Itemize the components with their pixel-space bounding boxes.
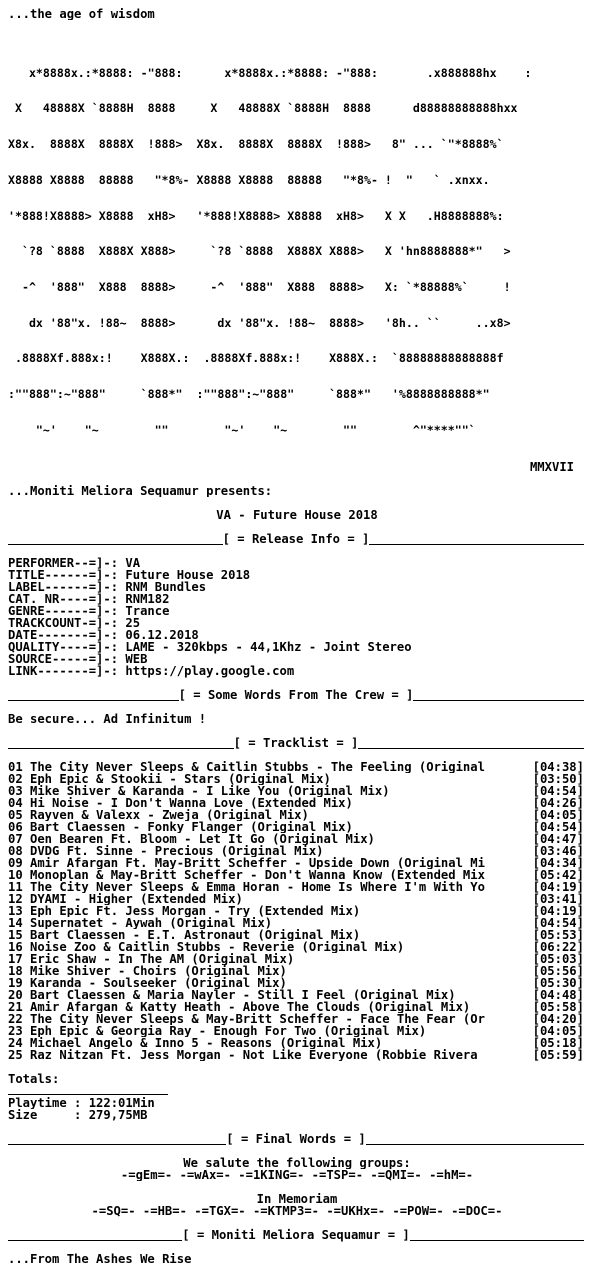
track-title: 12 DYAMI - Higher (Extended Mix) (8, 892, 243, 905)
track-title: 22 The City Never Sleeps & May-Britt Scheffer - Face The Fear (Or (8, 1012, 485, 1025)
totals-heading: Totals: (8, 1072, 60, 1085)
track-row (8, 965, 584, 977)
track-time: [05:53] (532, 927, 584, 942)
logo-line: -^ '888" X888 8888> -^ '888" X888 8888> X: `*88888%` ! (8, 279, 511, 294)
divider (8, 1090, 168, 1095)
info-field: TITLE------=]-: Future House 2018 (8, 567, 251, 582)
track-row (8, 833, 584, 845)
track-time: [04:54] (532, 915, 584, 930)
info-field: CAT. NR----=]-: RNM182 (8, 591, 170, 606)
track-row (8, 1049, 584, 1061)
track-title: 07 Oen Bearen Ft. Bloom - Let It Go (Original Mix) (8, 832, 375, 845)
track-row (8, 797, 584, 809)
track-row (8, 881, 584, 893)
track-title: 06 Bart Claessen - Fonky Flanger (Original Mix) (8, 820, 353, 833)
track-time: [04:48] (532, 987, 584, 1002)
track-row (8, 905, 584, 917)
final-words-heading: [ = Final Words = ] (8, 1133, 584, 1145)
memoriam-title: In Memoriam (256, 1192, 338, 1205)
track-row (8, 1037, 584, 1049)
tracklist-heading: [ = Tracklist = ] (8, 737, 584, 749)
track-time: [04:54] (532, 819, 584, 834)
track-row (8, 893, 584, 905)
divider (366, 1134, 584, 1145)
track-row (8, 1025, 584, 1037)
divider (8, 1134, 226, 1145)
crew-text: Be secure... Ad Infinitum ! (8, 712, 207, 725)
track-title: 18 Mike Shiver - Choirs (Original Mix) (8, 964, 287, 977)
divider (369, 534, 584, 545)
track-time: [05:59] (532, 1047, 584, 1062)
track-time: [04:47] (532, 831, 584, 846)
track-time: [04:34] (532, 855, 584, 870)
track-row (8, 917, 584, 929)
info-field: TRACKCOUNT-=]-: 25 (8, 615, 141, 630)
track-row (8, 821, 584, 833)
divider (8, 738, 234, 749)
track-row (8, 785, 584, 797)
track-title: 03 Mike Shiver & Karanda - I Like You (Original Mix) (8, 784, 390, 797)
track-title: 25 Raz Nitzan Ft. Jess Morgan - Not Like Everyone (Robbie Rivera (8, 1048, 478, 1061)
track-title: 02 Eph Epic & Stookii - Stars (Original Mix) (8, 772, 331, 785)
tagline: ...the age of wisdom (8, 8, 155, 20)
info-field: LINK-------=]-: https://play.google.com (8, 663, 295, 678)
ascii-logo (8, 20, 592, 461)
logo-line: `?8 `8888 X888X X888> `?8 `8888 X888X X888> X 'hn8888888*" > (8, 244, 511, 259)
crew-heading: [ = Some Words From The Crew = ] (8, 689, 584, 701)
track-title: 20 Bart Claessen & Maria Nayler - Still I Feel (Original Mix) (8, 988, 456, 1001)
info-field: QUALITY----=]-: LAME - 320kbps - 44,1Khz - Joint Stereo (8, 639, 412, 654)
release-info-heading: [ = Release Info = ] (8, 533, 584, 545)
closing-line: ...From The Ashes We Rise (8, 1252, 192, 1265)
release-title: VA - Future House 2018 (216, 508, 378, 521)
track-time: [05:58] (532, 999, 584, 1014)
track-row (8, 761, 584, 773)
track-title: 09 Amir Afargan Ft. May-Britt Scheffer - Upside Down (Original Mi (8, 856, 485, 869)
track-row (8, 857, 584, 869)
totals-playtime: Playtime : 122:01Min (8, 1096, 155, 1109)
info-field: SOURCE-----=]-: WEB (8, 651, 148, 666)
track-title: 11 The City Never Sleeps & Emma Horan - Home Is Where I'm With Yo (8, 880, 485, 893)
logo-line: X8888 X8888 88888 "*8%- X8888 X8888 88888 "*8%- ! " ` .xnxx. (8, 172, 490, 187)
divider (413, 690, 584, 701)
divider (410, 1230, 584, 1241)
memoriam-groups: -=SQ=- -=HB=- -=TGX=- -=KTMP3=- -=UKHx=- -=POW=- -=DOC=- (91, 1204, 503, 1217)
release-info-fields (8, 557, 592, 677)
track-time: [04:05] (532, 1023, 584, 1038)
track-row (8, 929, 584, 941)
track-title: 10 Monoplan & May-Britt Scheffer - Don't Wanna Know (Extended Mix (8, 868, 485, 881)
footer-heading: [ = Moniti Meliora Sequamur = ] (8, 1229, 584, 1241)
presents-line: ...Moniti Meliora Sequamur presents: (8, 484, 273, 497)
track-row (8, 977, 584, 989)
divider (8, 690, 179, 701)
track-row (8, 869, 584, 881)
track-time: [04:19] (532, 879, 584, 894)
track-title: 21 Amir Afargan & Katty Heath - Above The Clouds (Original Mix) (8, 1000, 471, 1013)
salute-title: We salute the following groups: (183, 1156, 411, 1169)
track-time: [03:41] (532, 891, 584, 906)
logo-line: .8888Xf.888x:! X888X.: .8888Xf.888x:! X888X.: `88888888888888f (8, 351, 504, 366)
totals-underline (8, 1085, 592, 1097)
track-row (8, 845, 584, 857)
track-title: 19 Karanda - Soulseeker (Original Mix) (8, 976, 287, 989)
track-row (8, 773, 584, 785)
track-title: 17 Eric Shaw - In The AM (Original Mix) (8, 952, 295, 965)
track-time: [04:19] (532, 903, 584, 918)
track-row (8, 989, 584, 1001)
tracklist (8, 761, 592, 1061)
logo-line: "~' "~ "" "~' "~ "" ^"****""` (8, 422, 476, 437)
track-time: [03:46] (532, 843, 584, 858)
divider (8, 1230, 182, 1241)
track-time: [04:20] (532, 1011, 584, 1026)
logo-line: :""888":~"888" `888*" :""888":~"888" `888*" '%8888888888*" (8, 387, 490, 402)
salute-groups: -=gEm=- -=wAx=- -=1KING=- -=TSP=- -=QMI=- -=hM=- (120, 1168, 474, 1181)
track-row (8, 1013, 584, 1025)
info-field: LABEL------=]-: RNM Bundles (8, 579, 207, 594)
divider (358, 738, 584, 749)
logo-line: X 48888X `8888H 8888 X 48888X `8888H 8888 d88888888888hxx (8, 101, 518, 116)
track-time: [04:38] (532, 759, 584, 774)
track-title: 16 Noise Zoo & Caitlin Stubbs - Reverie (Original Mix) (8, 940, 405, 953)
info-field: PERFORMER--=]-: VA (8, 555, 141, 570)
divider (8, 534, 223, 545)
logo-line: x*8888x.:*8888: -"888: x*8888x.:*8888: -"888: .x888888hx : (8, 65, 532, 80)
track-time: [05:18] (532, 1035, 584, 1050)
track-row (8, 809, 584, 821)
info-field: GENRE------=]-: Trance (8, 603, 170, 618)
logo-line: dx '88"x. !88~ 8888> dx '88"x. !88~ 8888> '8h.. `` ..x8> (8, 315, 511, 330)
track-title: 15 Bart Claessen - E.T. Astronaut (Original Mix) (8, 928, 361, 941)
track-row (8, 953, 584, 965)
track-time: [05:03] (532, 951, 584, 966)
track-title: 23 Eph Epic & Georgia Ray - Enough For Two (Original Mix) (8, 1024, 427, 1037)
year-label: MMXVII (529, 460, 574, 473)
track-title: 13 Eph Epic Ft. Jess Morgan - Try (Extended Mix) (8, 904, 361, 917)
track-time: [04:26] (532, 795, 584, 810)
track-time: [06:22] (532, 939, 584, 954)
track-time: [04:05] (532, 807, 584, 822)
track-time: [04:54] (532, 783, 584, 798)
totals-size: Size : 279,75MB (8, 1108, 148, 1121)
track-title: 05 Rayven & Valexx - Zweja (Original Mix) (8, 808, 309, 821)
track-title: 01 The City Never Sleeps & Caitlin Stubbs - The Feeling (Original (8, 760, 485, 773)
track-row (8, 941, 584, 953)
logo-line: X8x. 8888X 8888X !888> X8x. 8888X 8888X !888> 8" ... `"*8888%` (8, 137, 504, 152)
logo-line: '*888!X8888> X8888 xH8> '*888!X8888> X8888 xH8> X X .H8888888%: (8, 208, 504, 223)
track-title: 24 Michael Angelo & Inno 5 - Reasons (Original Mix) (8, 1036, 383, 1049)
track-title: 08 DVDG Ft. Sinne - Precious (Original Mix) (8, 844, 324, 857)
track-time: [03:50] (532, 771, 584, 786)
track-row (8, 1001, 584, 1013)
info-field: DATE-------=]-: 06.12.2018 (8, 627, 199, 642)
track-time: [05:30] (532, 975, 584, 990)
track-title: 04 Hi Noise - I Don't Wanna Love (Extended Mix) (8, 796, 353, 809)
track-time: [05:56] (532, 963, 584, 978)
track-title: 14 Supernatet - Aywah (Original Mix) (8, 916, 273, 929)
track-time: [05:42] (532, 867, 584, 882)
